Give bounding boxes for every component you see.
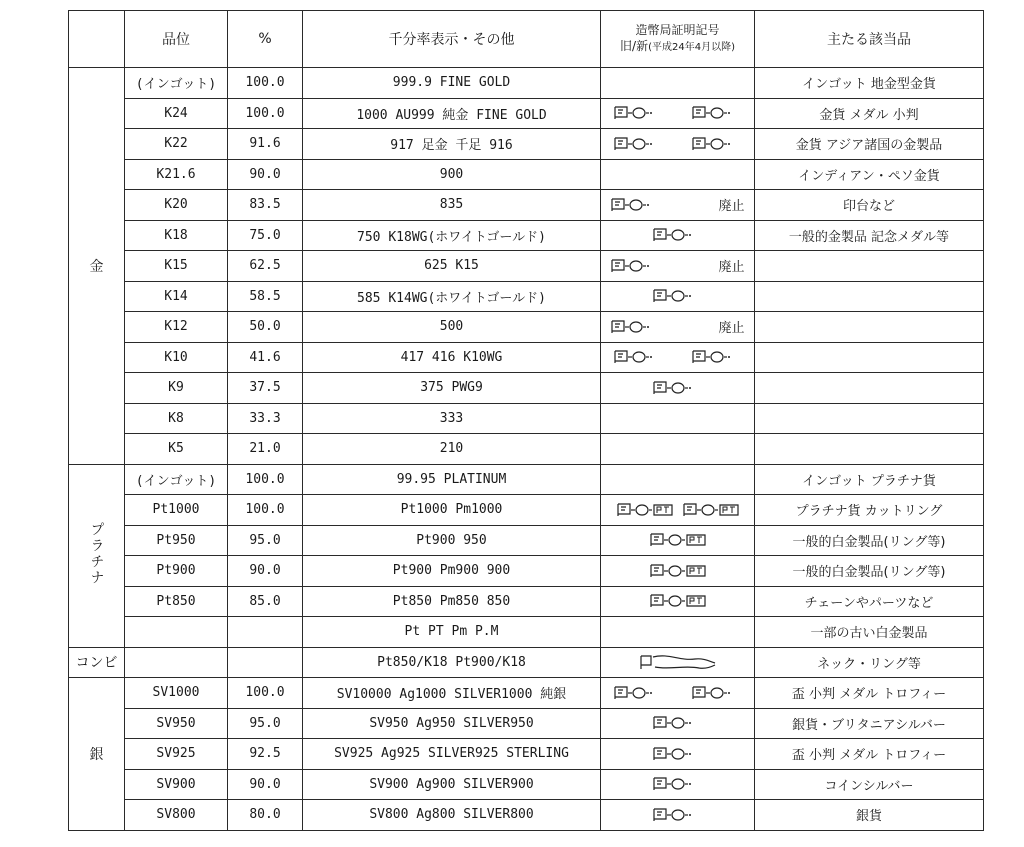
permille-cell: Pt PT Pm P.M: [303, 617, 601, 648]
hallmark-stamp-icon: [616, 503, 674, 517]
permille-cell: SV925 Ag925 SILVER925 STERLING: [303, 739, 601, 770]
permille-cell: 333: [303, 403, 601, 434]
percent-cell: 80.0: [228, 800, 303, 831]
table-row: [69, 464, 984, 495]
stamp-cell: [601, 586, 755, 617]
hallmark-stamp-icon: [613, 106, 665, 120]
group-label-text: コンビ: [75, 655, 118, 672]
product-cell: チェーンやパーツなど: [755, 586, 984, 617]
header-stamp-line2: 旧/新: [620, 39, 649, 53]
table-row: [69, 739, 984, 770]
product-cell: 盃 小判 メダル トロフィー: [755, 678, 984, 709]
grade-cell: SV1000: [125, 678, 228, 709]
header-stamp-line1: 造幣局証明記号: [635, 23, 720, 37]
hallmark-stamp-icon: [652, 777, 704, 791]
hallmark-stamp-icon: [610, 320, 662, 334]
abolished-label: 廃止: [718, 321, 745, 337]
product-cell: 印台など: [755, 190, 984, 221]
header-permille: 千分率表示・その他: [303, 11, 601, 68]
percent-cell: 75.0: [228, 220, 303, 251]
grade-cell: SV800: [125, 800, 228, 831]
percent-cell: 58.5: [228, 281, 303, 312]
product-cell: 銀貨: [755, 800, 984, 831]
stamp-cell: [601, 708, 755, 739]
percent-cell: 62.5: [228, 251, 303, 282]
product-cell: 一般的金製品 記念メダル等: [755, 220, 984, 251]
stamp-cell: [601, 68, 755, 99]
grade-cell: [125, 617, 228, 648]
hallmark-stamp-icon: [613, 350, 665, 364]
hallmark-stamp-icon: [649, 564, 707, 578]
header-stamp-note: (平成24年4月以降): [648, 42, 735, 53]
hallmark-stamp-icon: [691, 106, 743, 120]
table-body: [69, 68, 984, 831]
permille-cell: Pt1000 Pm1000: [303, 495, 601, 526]
abolished-label: 廃止: [718, 260, 745, 276]
permille-cell: 1000 AU999 純金 FINE GOLD: [303, 98, 601, 129]
abolished-label: 廃止: [718, 199, 745, 215]
header-group: [69, 11, 125, 68]
grade-cell: SV900: [125, 769, 228, 800]
product-cell: 一部の古い白金製品: [755, 617, 984, 648]
table-row: [69, 586, 984, 617]
product-cell: [755, 251, 984, 282]
product-cell: ネック・リング等: [755, 647, 984, 678]
grade-cell: (インゴット): [125, 68, 228, 99]
header-percent: %: [228, 11, 303, 68]
hallmark-stamp-icon: [652, 228, 704, 242]
percent-cell: [228, 647, 303, 678]
grade-cell: K21.6: [125, 159, 228, 190]
stamp-cell: [601, 312, 755, 343]
stamp-cell: [601, 98, 755, 129]
grade-cell: K22: [125, 129, 228, 160]
percent-cell: 91.6: [228, 129, 303, 160]
group-label: [69, 647, 125, 678]
percent-cell: 37.5: [228, 373, 303, 404]
permille-cell: Pt900 Pm900 900: [303, 556, 601, 587]
grade-cell: Pt1000: [125, 495, 228, 526]
table-row: [69, 403, 984, 434]
permille-cell: 625 K15: [303, 251, 601, 282]
table-row: [69, 434, 984, 465]
table-row: [69, 98, 984, 129]
stamp-cell: [601, 159, 755, 190]
percent-cell: 90.0: [228, 769, 303, 800]
grade-cell: SV925: [125, 739, 228, 770]
product-cell: インディアン・ペソ金貨: [755, 159, 984, 190]
hallmark-stamp-icon: [652, 747, 704, 761]
table-row: [69, 800, 984, 831]
product-cell: [755, 434, 984, 465]
product-cell: プラチナ貨 カットリング: [755, 495, 984, 526]
permille-cell: Pt850/K18 Pt900/K18: [303, 647, 601, 678]
table-row: [69, 678, 984, 709]
grade-cell: (インゴット): [125, 464, 228, 495]
stamp-cell: [601, 403, 755, 434]
percent-cell: 90.0: [228, 556, 303, 587]
grade-cell: SV950: [125, 708, 228, 739]
table-row: [69, 220, 984, 251]
table-row: [69, 129, 984, 160]
stamp-cell: [601, 281, 755, 312]
stamp-cell: [601, 434, 755, 465]
product-cell: コインシルバー: [755, 769, 984, 800]
table-row: [69, 769, 984, 800]
stamp-cell: [601, 678, 755, 709]
table-row: [69, 525, 984, 556]
stamp-cell: [601, 129, 755, 160]
grade-cell: K5: [125, 434, 228, 465]
group-label: [69, 464, 125, 647]
stamp-cell: [601, 190, 755, 221]
percent-cell: 100.0: [228, 464, 303, 495]
product-cell: 金貨 メダル 小判: [755, 98, 984, 129]
stamp-cell: [601, 617, 755, 648]
grade-cell: K15: [125, 251, 228, 282]
stamp-cell: [601, 220, 755, 251]
permille-cell: 917 足金 千足 916: [303, 129, 601, 160]
percent-cell: 100.0: [228, 678, 303, 709]
stamp-cell: [601, 342, 755, 373]
hallmark-stamp-icon: [613, 686, 665, 700]
stamp-cell: [601, 373, 755, 404]
permille-cell: 500: [303, 312, 601, 343]
grade-cell: K9: [125, 373, 228, 404]
stamp-cell: [601, 464, 755, 495]
percent-cell: 85.0: [228, 586, 303, 617]
permille-cell: 999.9 FINE GOLD: [303, 68, 601, 99]
percent-cell: 100.0: [228, 98, 303, 129]
permille-cell: 835: [303, 190, 601, 221]
percent-cell: 33.3: [228, 403, 303, 434]
table-row: [69, 342, 984, 373]
table-row: [69, 312, 984, 343]
grade-cell: K24: [125, 98, 228, 129]
stamp-cell: [601, 769, 755, 800]
hallmark-stamp-icon: [649, 594, 707, 608]
permille-cell: SV900 Ag900 SILVER900: [303, 769, 601, 800]
product-cell: 銀貨・ブリタニアシルバー: [755, 708, 984, 739]
hallmark-stamp-icon: [610, 198, 662, 212]
percent-cell: 100.0: [228, 68, 303, 99]
permille-cell: Pt850 Pm850 850: [303, 586, 601, 617]
hallmark-stamp-icon: [652, 716, 704, 730]
hallmark-stamp-icon: [691, 350, 743, 364]
grade-cell: [125, 647, 228, 678]
table-row: [69, 281, 984, 312]
permille-cell: SV10000 Ag1000 SILVER1000 純銀: [303, 678, 601, 709]
permille-cell: SV950 Ag950 SILVER950: [303, 708, 601, 739]
percent-cell: 100.0: [228, 495, 303, 526]
permille-cell: 417 416 K10WG: [303, 342, 601, 373]
table-row: [69, 251, 984, 282]
hallmark-stamp-icon: [610, 259, 662, 273]
header-row: [69, 11, 984, 68]
product-cell: 一般的白金製品(リング等): [755, 556, 984, 587]
product-cell: [755, 312, 984, 343]
product-cell: 一般的白金製品(リング等): [755, 525, 984, 556]
hallmark-stamp-icon: [613, 137, 665, 151]
product-cell: インゴット プラチナ貨: [755, 464, 984, 495]
permille-cell: 210: [303, 434, 601, 465]
hallmark-stamp-icon: [691, 137, 743, 151]
percent-cell: 83.5: [228, 190, 303, 221]
permille-cell: SV800 Ag800 SILVER800: [303, 800, 601, 831]
permille-cell: 99.95 PLATINUM: [303, 464, 601, 495]
table-row: [69, 708, 984, 739]
product-cell: [755, 403, 984, 434]
group-label-text: 金: [89, 258, 104, 275]
grade-cell: K14: [125, 281, 228, 312]
header-products: 主たる該当品: [755, 11, 984, 68]
group-label: [69, 68, 125, 465]
hallmark-stamp-icon: [652, 289, 704, 303]
product-cell: 金貨 アジア諸国の金製品: [755, 129, 984, 160]
percent-cell: 92.5: [228, 739, 303, 770]
group-label: [69, 678, 125, 831]
hallmark-stamp-icon: [691, 686, 743, 700]
percent-cell: 90.0: [228, 159, 303, 190]
table-row: [69, 373, 984, 404]
permille-cell: 750 K18WG(ホワイトゴールド): [303, 220, 601, 251]
grade-cell: K8: [125, 403, 228, 434]
group-label-text: 銀: [89, 746, 104, 763]
stamp-cell: [601, 800, 755, 831]
table-row: [69, 495, 984, 526]
table-row: [69, 617, 984, 648]
percent-cell: 41.6: [228, 342, 303, 373]
header-grade: 品位: [125, 11, 228, 68]
percent-cell: 21.0: [228, 434, 303, 465]
grade-cell: K20: [125, 190, 228, 221]
grade-cell: Pt850: [125, 586, 228, 617]
stamp-cell: [601, 647, 755, 678]
hallmark-stamp-icon: [652, 381, 704, 395]
header-stamp: [601, 11, 755, 68]
table-row: [69, 159, 984, 190]
hallmark-stamp-icon: [649, 533, 707, 547]
product-cell: [755, 373, 984, 404]
percent-cell: 50.0: [228, 312, 303, 343]
group-label-text: プラチナ: [88, 521, 105, 586]
hallmark-stamp-icon: [652, 808, 704, 822]
percent-cell: 95.0: [228, 525, 303, 556]
combi-hallmark-icon: [639, 653, 717, 671]
percent-cell: [228, 617, 303, 648]
product-cell: [755, 281, 984, 312]
permille-cell: Pt900 950: [303, 525, 601, 556]
permille-cell: 585 K14WG(ホワイトゴールド): [303, 281, 601, 312]
stamp-cell: [601, 251, 755, 282]
stamp-cell: [601, 556, 755, 587]
permille-cell: 900: [303, 159, 601, 190]
grade-cell: Pt900: [125, 556, 228, 587]
grade-cell: Pt950: [125, 525, 228, 556]
grade-cell: K18: [125, 220, 228, 251]
grade-cell: K12: [125, 312, 228, 343]
hallmark-stamp-icon: [682, 503, 740, 517]
hallmark-table: [68, 10, 984, 831]
product-cell: 盃 小判 メダル トロフィー: [755, 739, 984, 770]
table-row: [69, 647, 984, 678]
stamp-cell: [601, 525, 755, 556]
percent-cell: 95.0: [228, 708, 303, 739]
product-cell: インゴット 地金型金貨: [755, 68, 984, 99]
table-row: [69, 190, 984, 221]
permille-cell: 375 PWG9: [303, 373, 601, 404]
grade-cell: K10: [125, 342, 228, 373]
stamp-cell: [601, 495, 755, 526]
table-row: [69, 556, 984, 587]
product-cell: [755, 342, 984, 373]
stamp-cell: [601, 739, 755, 770]
table-row: [69, 68, 984, 99]
